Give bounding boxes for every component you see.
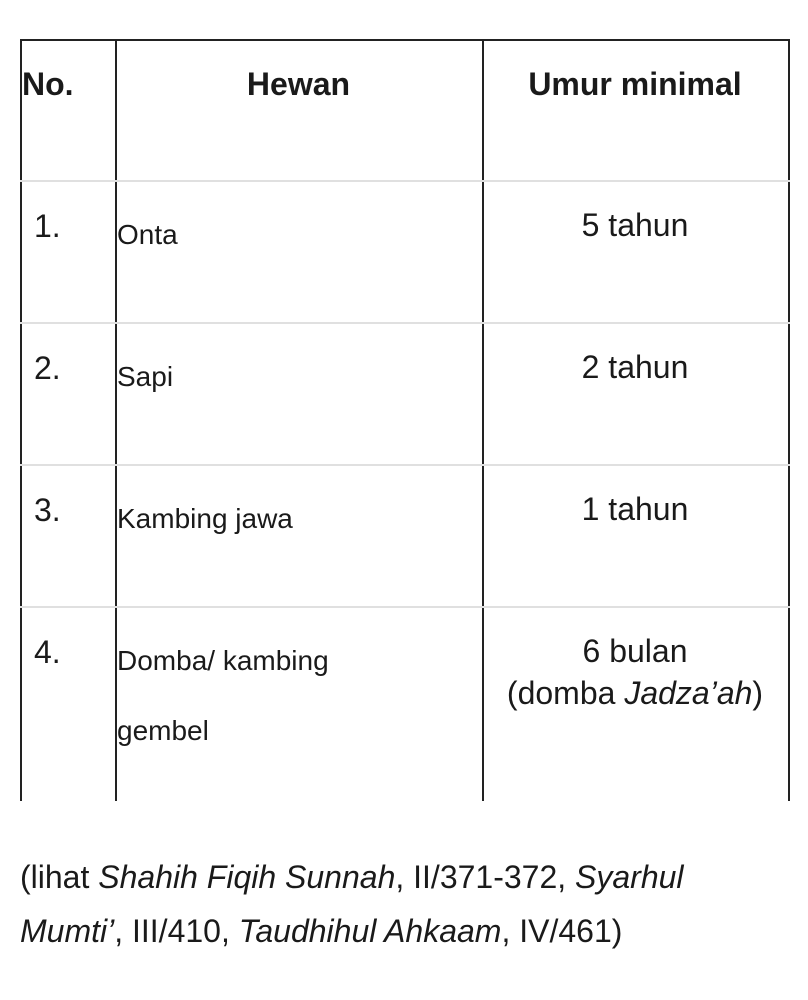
row-1-no: 1.: [34, 208, 61, 244]
note-ref-syarhul-mumti: Syarhul Mumti’: [20, 859, 684, 949]
table-border-left: [20, 39, 22, 801]
note-text-4: , IV/461): [501, 913, 623, 949]
note-text-1: (lihat: [20, 859, 99, 895]
row-3-hewan: Kambing jawa: [117, 503, 293, 534]
row-4-hewan-line1: Domba/ kambing: [117, 645, 329, 676]
row-4-umur-line1: 6 bulan: [582, 633, 688, 669]
row-divider-1: [20, 180, 790, 182]
row-2-umur: 2 tahun: [581, 349, 689, 385]
row-divider-3: [20, 464, 790, 466]
row-4-no: 4.: [34, 634, 61, 670]
row-2-hewan: Sapi: [117, 361, 174, 392]
row-4-umur: [482, 631, 788, 714]
row-3-no: 3.: [34, 492, 61, 528]
note-text-3: , III/410,: [114, 913, 239, 949]
row-1-umur: 5 tahun: [581, 207, 689, 243]
row-4-hewan-line2: gembel: [117, 715, 209, 746]
table-border-right: [788, 39, 790, 801]
table-top-border: [20, 39, 790, 41]
reference-note: [20, 850, 780, 958]
header-umur-minimal: Umur minimal: [528, 66, 742, 102]
row-4-umur-line2-prefix: (domba: [506, 674, 625, 711]
header-hewan: Hewan: [246, 66, 351, 102]
row-3-umur: 1 tahun: [581, 491, 689, 527]
header-no: No.: [22, 66, 74, 102]
note-text-2: , II/371-372,: [395, 859, 576, 895]
note-ref-taudhihul-ahkaam: Taudhihul Ahkaam: [238, 913, 502, 949]
row-4-umur-line2-suffix: ): [752, 674, 764, 711]
row-4-hewan: [117, 626, 329, 766]
row-divider-4: [20, 606, 790, 608]
age-table: [20, 39, 790, 801]
row-2-no: 2.: [34, 350, 61, 386]
row-1-hewan: Onta: [117, 219, 178, 250]
row-divider-2: [20, 322, 790, 324]
note-ref-shahih-fiqih-sunnah: Shahih Fiqih Sunnah: [98, 859, 396, 895]
row-4-umur-line2-italic: Jadza’ah: [624, 674, 753, 711]
